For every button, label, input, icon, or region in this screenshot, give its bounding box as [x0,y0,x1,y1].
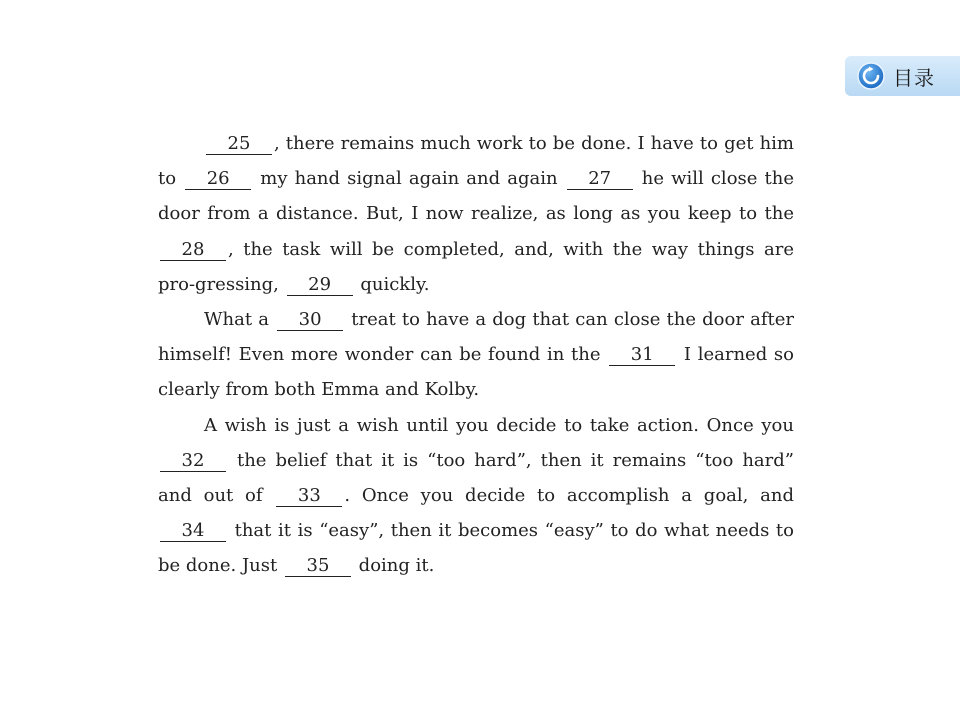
blank-34: 34 [160,521,226,542]
blank-30: 30 [277,310,343,331]
blank-31: 31 [609,345,675,366]
passage-text: What a [204,309,276,331]
blank-35: 35 [285,556,351,577]
circular-arrow-icon [857,62,885,90]
passage-text: I learned so clearly from both Emma and Kolby. [158,344,794,401]
blank-32: 32 [160,451,226,472]
blank-27: 27 [567,169,633,190]
passage-text: , the task will be completed, and, with the way things are pro-gressing, [158,238,794,295]
blank-28: 28 [160,240,226,261]
passage-text: , there remains much work to be done. I have to get him to [158,133,794,190]
passage-text: that it is “easy”, then it becomes “easy” to do what needs to be done. Just [158,520,794,577]
toc-button[interactable] [845,56,960,96]
blank-29: 29 [287,275,353,296]
paragraph [158,126,794,302]
passage-text: he will close the door from a distance. But, I now realize, as long as you keep to the [158,168,794,225]
blank-33: 33 [276,486,342,507]
passage-text: A wish is just a wish until you decide to take action. Once you [204,414,794,436]
passage-text: doing it. [352,555,435,577]
passage-text: the belief that it is “too hard”, then it remains “too hard” and out of [158,449,794,507]
blank-25: 25 [206,134,272,155]
toc-label: 目录 [893,65,935,90]
paragraph [158,302,794,408]
paragraph [158,408,794,584]
passage-text: quickly. [354,273,430,295]
blank-26: 26 [185,169,251,190]
passage-text: treat to have a dog that can close the door after himself! Even more wonder can be found in the [158,309,795,366]
passage-text: my hand signal again and again [253,168,565,190]
cloze-passage [158,126,794,584]
passage-text: . Once you decide to accomplish a goal, and [344,485,794,507]
